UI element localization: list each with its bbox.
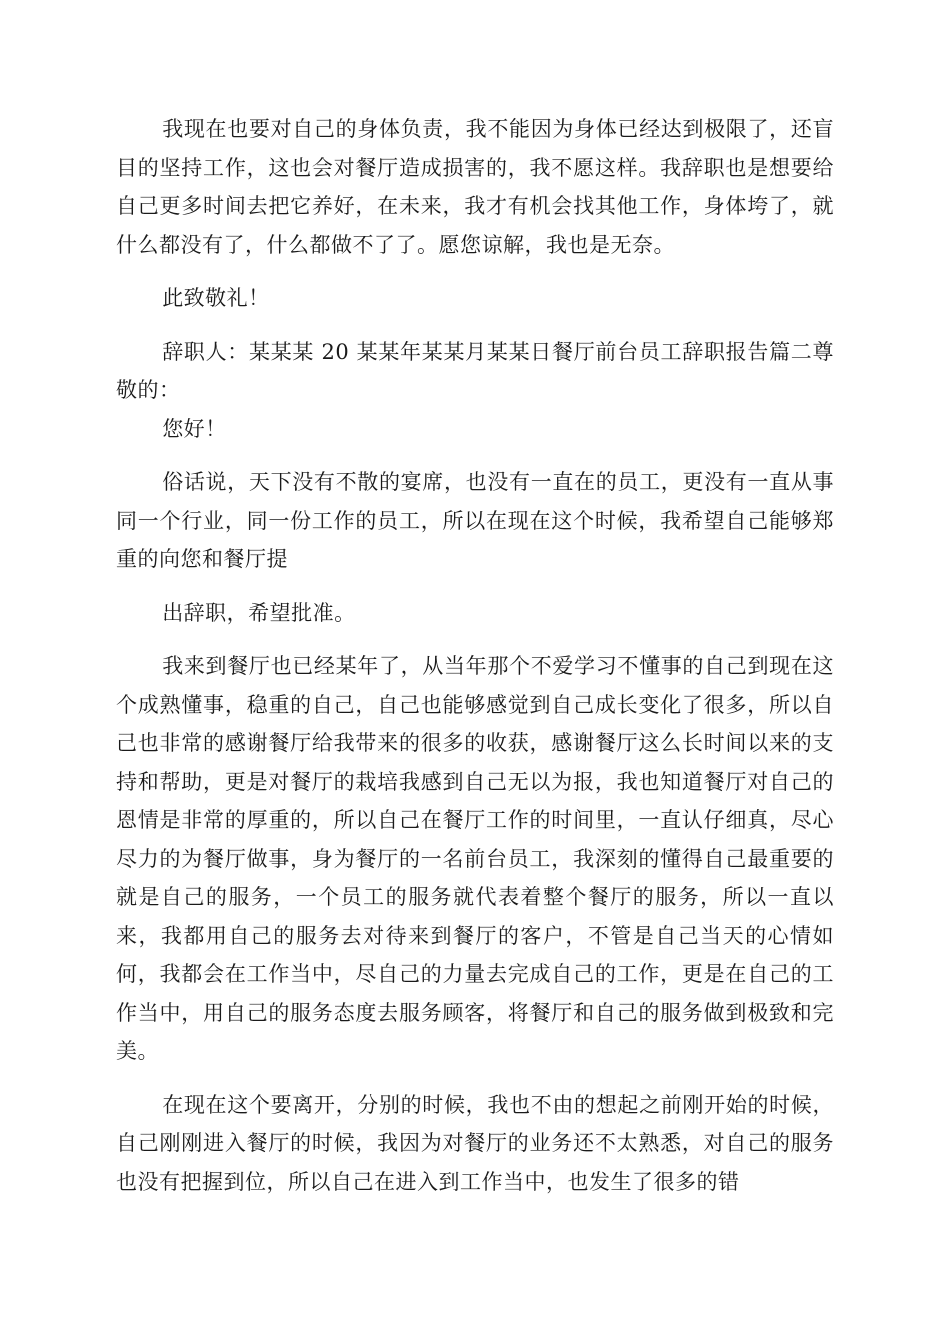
paragraph-proverb: 俗话说，天下没有不散的宴席，也没有一直在的员工，更没有一直从事同一个行业，同一份工作的员工，所以在现在这个时候，我希望自己能够郑重的向您和餐厅提 (116, 470, 834, 571)
paragraph-request: 出辞职，希望批准。 (162, 600, 356, 625)
paragraph-health: 我现在也要对自己的身体负责，我不能因为身体已经达到极限了，还盲目的坚持工作，这也会对餐厅造成损害的，我不愿这样。我辞职也是想要给自己更多时间去把它养好，在未来，我才有机会找其他工作，身体垮了，就什么都没有了，什么都做不了了。愿您谅解，我也是无奈。 (116, 117, 834, 257)
paragraph-growth: 我来到餐厅也已经某年了，从当年那个不爱学习不懂事的自己到现在这个成熟懂事，稳重的自己，自己也能够感觉到自己成长变化了很多，所以自己也非常的感谢餐厅给我带来的很多的收获，感谢餐厅这么长时间以来的支持和帮助，更是对餐厅的栽培我感到自己无以为报，我也知道餐厅对自己的恩情是非常的厚重的，所以自己在餐厅工作的时间里，一直认仔细真，尽心尽力的为餐厅做事，身为餐厅的一名前台员工，我深刻的懂得自己最重要的就是自己的服务，一个员工的服务就代表着整个餐厅的服务，所以一直以来，我都用自己的服务去对待来到餐厅的客户，不管是自己当天的心情如何，我都会在工作当中，尽自己的力量去完成自己的工作，更是在自己的工作当中，用自己的服务态度去服务顾客，将餐厅和自己的服务做到极致和完美。 (116, 654, 834, 1063)
paragraph-memories: 在现在这个要离开，分别的时候，我也不由的想起之前刚开始的时候，自己刚刚进入餐厅的时候，我因为对餐厅的业务还不太熟悉，对自己的服务也没有把握到位，所以自己在进入到工作当中，也发生了很多的错 (116, 1092, 834, 1194)
document-body (116, 110, 834, 1216)
paragraph-greeting: 您好！ (162, 416, 227, 441)
paragraph-salutation-closing: 此致敬礼！ (162, 286, 270, 310)
paragraph-signature: 辞职人：某某某 20 某某年某某月某某日餐厅前台员工辞职报告篇二尊敬的： (116, 339, 834, 402)
